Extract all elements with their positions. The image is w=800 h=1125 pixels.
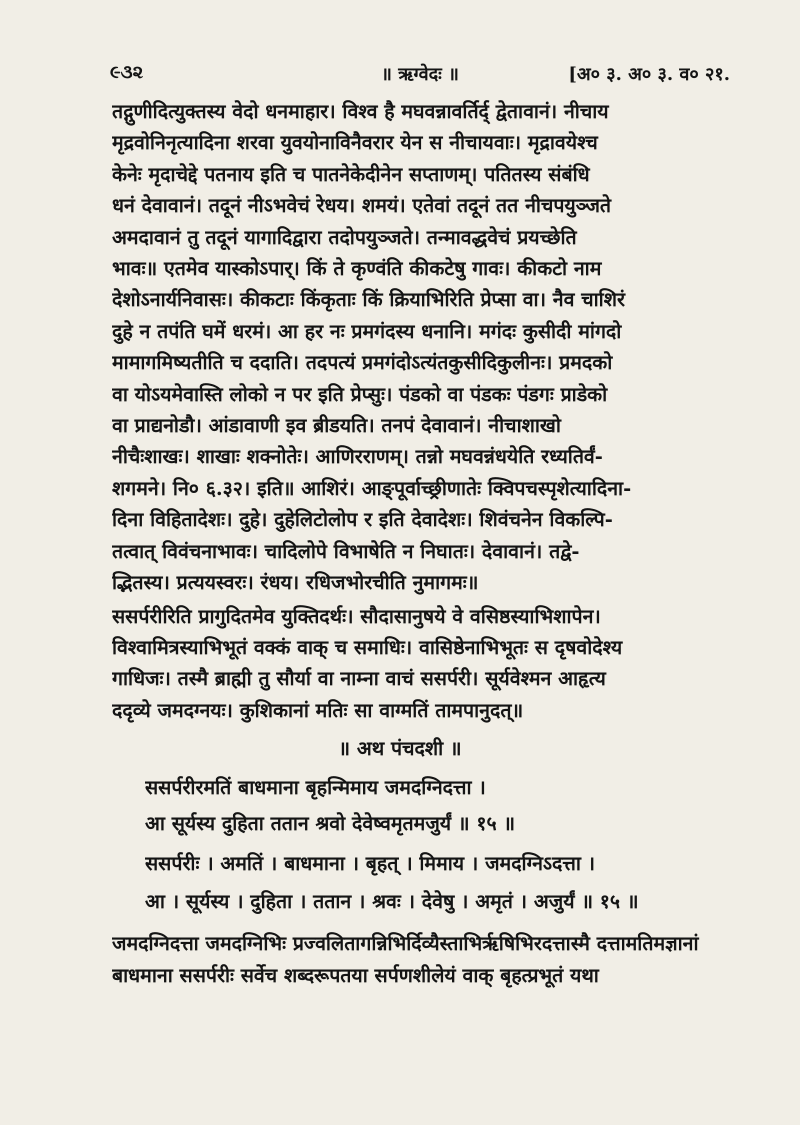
commentary-line: तत्वात् विवंचनाभावः। चादिलोपे विभाषेति न निघातः। देवावानं। तद्वे- (112, 539, 580, 563)
commentary-line: मृद्रवोनिनृत्यादिना शरवा युवयोनाविनैवरार येन स नीचायवाः। मृद्रावयेश्च (112, 131, 598, 155)
verse-line: ससर्परीरमतिं बाधमाना बृहन्मिमाय जमदग्निदत्ता । (145, 776, 486, 799)
commentary-line: द्भितस्य। प्रत्ययस्वरः। रंधय। रधिजभोरचीति नुमागमः॥ (112, 571, 479, 595)
pada-line: आ । सूर्यस्य । दुहिता । ततान । श्रवः । देवेषु । अमृतं । अजुर्यं ॥ १५ ॥ (145, 890, 639, 913)
page-number: ૯૩૨ (110, 62, 144, 83)
book-title: ॥ ऋग्वेदः ॥ (381, 64, 459, 85)
commentary-line: शगमने। नि० ६.३२। इति॥ आशिरं। आङ्पूर्वाच्छ्रीणातेः क्विपचस्पृशेत्यादिना- (112, 476, 632, 500)
commentary-line: अमदावानं तु तदूनं यागादिद्वारा तदोपयुञ्जते। तन्मावद्धवेचं प्रयच्छेति (112, 225, 577, 249)
commentary-line: मामागमिष्यतीति च ददाति। तदपत्यं प्रमगंदोऽत्यंतकुसीदिकुलीनः। प्रमदको (112, 351, 613, 375)
anukramani-line: ददृव्ये जमदग्नयः। कुशिकानां मतिः सा वाग्मतिं तामपानुदत्॥ (112, 698, 524, 722)
commentary-line: भावः॥ एतमेव यास्कोऽपार्। किं ते कृण्वंति कीकटेषु गावः। कीकटो नाम (112, 257, 602, 281)
section-reference: [अ० ३. अ० ३. व० २१. (568, 64, 730, 85)
commentary-block (112, 96, 738, 726)
commentary-line: केनेः मृदाचेद्दे पतनाय इति च पातनेकेदीनेन सप्ताणम्। पतितस्य संबंधि (112, 162, 590, 186)
section-title: ॥ अथ पंचदशी ॥ (338, 737, 462, 760)
commentary-line: वा प्राद्यनोडौ। आंडावाणी इव ब्रीडयति। तनपं देवावानं। नीचाशाखो (112, 414, 561, 438)
anukramani-line: गाधिजः। तस्मै ब्राह्मी तु सौर्या वा नाम्ना वाचं ससर्परी। सूर्यवेश्मन आहृत्य (112, 667, 606, 691)
commentary-continuation (112, 928, 738, 992)
commentary-line: वा योऽयमेवास्ति लोको न पर इति प्रेप्सुः। पंडको वा पंडकः पंडगः प्राडेको (112, 382, 608, 406)
pada-line: ससर्परीः । अमतिं । बाधमाना । बृहत् । मिमाय । जमदग्निऽदत्ता । (145, 852, 596, 875)
commentary-line: देशोऽनार्यनिवासः। कीकटाः किंकृताः किं क्रियाभिरिति प्रेप्सा वा। नैव चाशिरं (112, 288, 625, 312)
anukramani-line: विश्वामित्रस्याभिभूतं वक्कं वाक् च समाधिः। वासिष्ठेनाभिभूतः स दृषवोदेश्य (112, 635, 623, 659)
commentary-line: जमदग्निदत्ता जमदग्निभिः प्रज्वलितागन्निभिर्दिव्यैस्ताभिर्ऋषिभिरदत्तास्मै दत्तामतिमज्ञानां (112, 932, 699, 955)
commentary-line: दिना विहितादेशः। दुहे। दुहेलिटोलोप र इति देवादेशः। शिवंचनेन विकल्पि- (112, 508, 613, 532)
pada-verse (145, 846, 735, 920)
commentary-line: धनं देवावानं। तदूनं नीऽभवेचं रेधय। शमयं। एतेवां तदूनं तत नीचपयुञ्जते (112, 194, 612, 218)
anukramani-line: ससर्परीरिति प्रागुदितमेव युक्तिदर्थः। सौदासानुषये वे वसिष्ठस्याभिशापेन। (112, 604, 601, 628)
commentary-line: नीचैःशाखः। शाखाः शक्नोतेः। आणिरराणम्। तन्नो मघवन्नंधयेति रध्यतिर्वं- (112, 445, 603, 469)
commentary-line: दुहे न तपंति घमें धरमं। आ हर नः प्रमगंदस्य धनानि। मगंदः कुसीदी मांगदो (112, 319, 622, 343)
commentary-line: बाधमाना ससर्परीः सर्वेच शब्दरूपतया सर्पणशीलेयं वाक् बृहत्प्रभूतं यथा (112, 964, 599, 987)
verse-line: आ सूर्यस्य दुहिता ततान श्रवो देवेष्वमृतमजुर्यं ॥ १५ ॥ (145, 812, 516, 835)
commentary-line: तद्गुणीदित्युक्तस्य वेदो धनमाहार। विश्व है मघवन्नावर्तिर्द् द्वेतावानं। नीचाय (112, 100, 609, 123)
page-header (110, 62, 730, 90)
samhita-verse (145, 770, 735, 842)
